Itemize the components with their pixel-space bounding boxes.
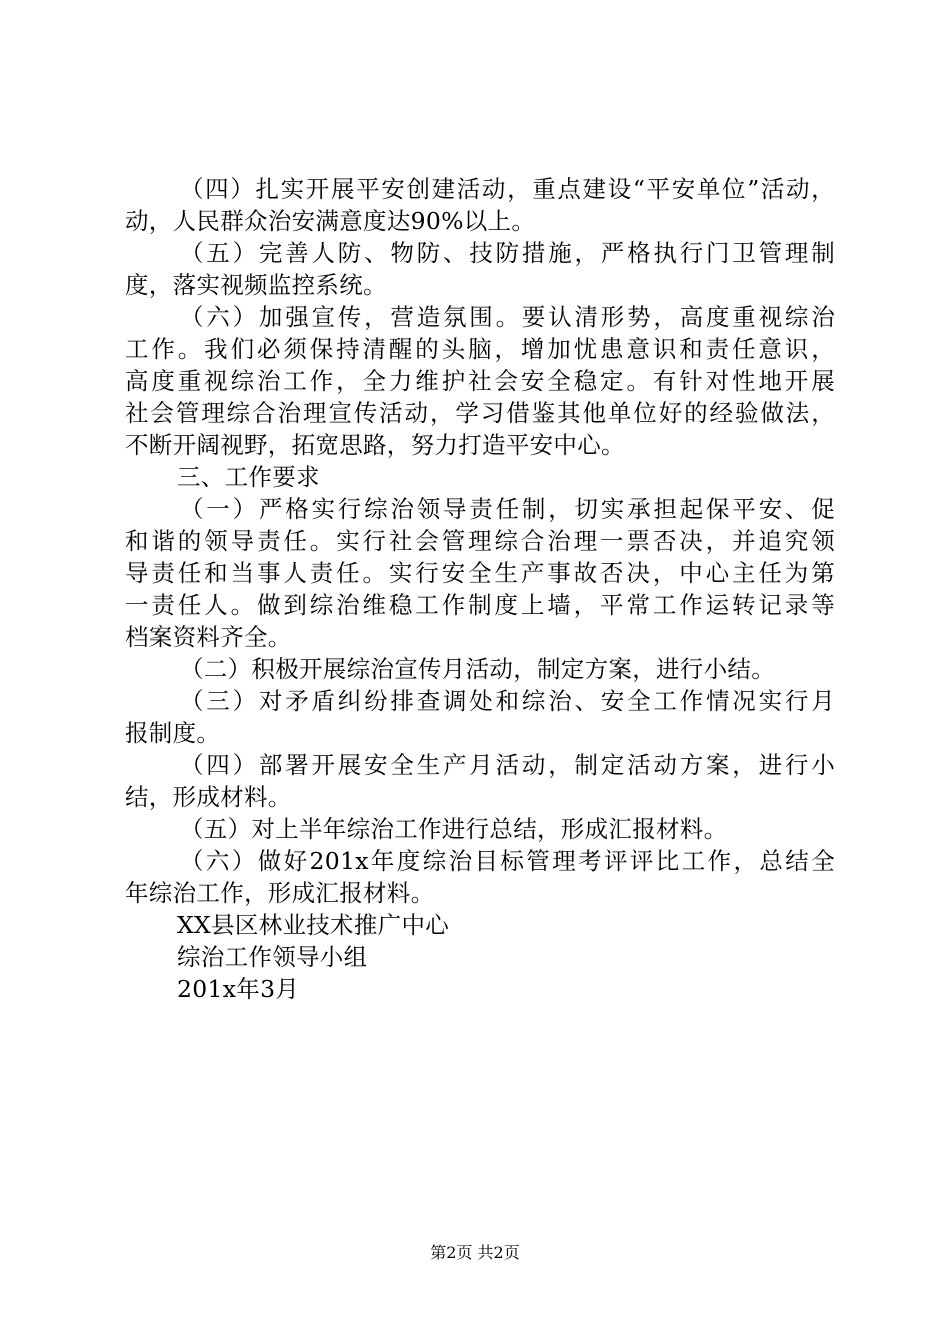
paragraph-line: （二）积极开展综治宣传月活动，制定方案，进行小结。 [180,655,775,683]
paragraph-line: 结，形成材料。 [125,783,292,811]
paragraph-line: 度，落实视频监控系统。 [125,271,387,299]
paragraph-line: 和谐的领导责任。实行社会管理综合治理一票否决，并追究领 [125,527,835,555]
paragraph-line: （五）完善人防、物防、技防措施，严格执行门卫管理制 [180,239,835,267]
paragraph-line: （四）扎实开展平安创建活动，重点建设“平安单位”活动， [180,175,835,203]
paragraph-line: 导责任和当事人责任。实行安全生产事故否决，中心主任为第 [125,559,835,587]
paragraph-line: （四）部署开展安全生产月活动，制定活动方案，进行小 [180,751,835,779]
signature-organization: XX县区林业技术推广中心 [177,911,450,939]
paragraph-line: 年综治工作，形成汇报材料。 [125,879,435,907]
paragraph-line: 社会管理综合治理宣传活动，学习借鉴其他单位好的经验做法， [125,399,835,427]
paragraph-line: 动，人民群众治安满意度达90%以上。 [125,207,536,235]
paragraph-line: 一责任人。做到综治维稳工作制度上墙，平常工作运转记录等 [125,591,835,619]
paragraph-line: 不断开阔视野，拓宽思路，努力打造平安中心。 [125,431,625,459]
paragraph-line: （一）严格实行综治领导责任制，切实承担起保平安、促 [180,495,835,523]
paragraph-line: 工作。我们必须保持清醒的头脑，增加忧患意识和责任意识， [125,335,835,363]
paragraph-line: 档案资料齐全。 [125,623,292,651]
paragraph-line: 报制度。 [125,719,221,747]
section-heading: 三、工作要求 [177,463,320,491]
signature-group: 综治工作领导小组 [177,943,368,971]
document-body [125,173,835,1005]
paragraph-line: （五）对上半年综治工作进行总结，形成汇报材料。 [180,815,728,843]
paragraph-line: 高度重视综治工作，全力维护社会安全稳定。有针对性地开展 [125,367,835,395]
signature-date: 201x年3月 [177,975,300,1003]
paragraph-line: （六）加强宣传，营造氛围。要认清形势，高度重视综治 [180,303,835,331]
page-footer: 第2页 共2页 [430,1243,520,1262]
paragraph-line: （六）做好201x年度综治目标管理考评评比工作，总结全 [180,847,835,875]
paragraph-line: （三）对矛盾纠纷排查调处和综治、安全工作情况实行月 [180,687,835,715]
